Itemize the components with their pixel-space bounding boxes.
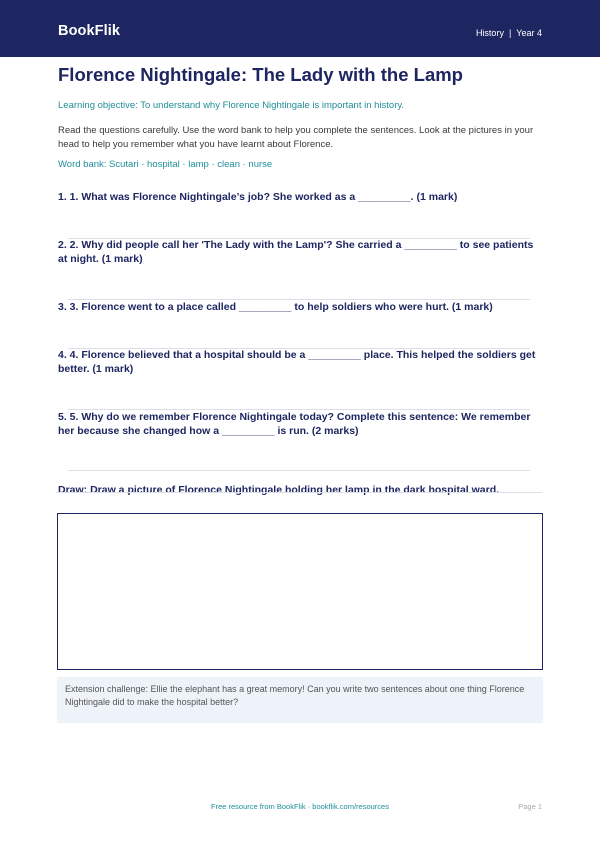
question-3: 3. 3. Florence went to a place called _________ to help soldiers who were hurt. (1 mark) xyxy=(58,301,493,313)
page-number: Page 1 xyxy=(518,802,542,811)
word-bank: Word bank: Scutari · hospital · lamp · clean · nurse xyxy=(58,159,273,170)
footer-source: Free resource from BookFlik · bookflik.com/resources xyxy=(211,802,389,811)
answer-line xyxy=(68,470,530,471)
year-label: Year 4 xyxy=(516,28,542,38)
instructions-text: Read the questions carefully. Use the word bank to help you complete the sentences. Look at the pictures in your head to help you remember what you have learnt about Florence. xyxy=(58,125,534,150)
question-5: 5. 5. Why do we remember Florence Nightingale today? Complete this sentence: We remember her because she changed how a _________ is run. (2 marks) xyxy=(58,411,531,437)
question-1: 1. 1. What was Florence Nightingale’s job? She worked as a _________. (1 mark) xyxy=(58,191,458,203)
subject-year-label xyxy=(476,28,542,38)
brand-logo: BookFlik xyxy=(58,23,121,39)
question-2: 2. 2. Why did people call her 'The Lady with the Lamp'? She carried a _________ to see patients at night. (1 mark) xyxy=(58,239,534,265)
subject-label: History xyxy=(475,28,504,38)
extension-challenge-text: Extension challenge: Ellie the elephant has a great memory! Can you write two sentences about one thing Florence Nightingale did to make the hospital better? xyxy=(65,684,525,707)
meta-separator: | xyxy=(508,28,512,38)
page-header xyxy=(0,0,600,57)
question-4: 4. 4. Florence believed that a hospital should be a _________ place. This helped the soldiers get better. (1 mark) xyxy=(58,349,536,375)
extension-challenge-box xyxy=(57,677,543,723)
draw-prompt: Draw: Draw a picture of Florence Nightingale holding her lamp in the dark hospital ward. xyxy=(58,484,500,496)
drawing-box[interactable] xyxy=(57,513,543,670)
learning-objective: Learning objective: To understand why Florence Nightingale is important in history. xyxy=(58,100,405,111)
answer-line xyxy=(56,492,542,493)
worksheet-title: Florence Nightingale: The Lady with the Lamp xyxy=(58,64,463,85)
